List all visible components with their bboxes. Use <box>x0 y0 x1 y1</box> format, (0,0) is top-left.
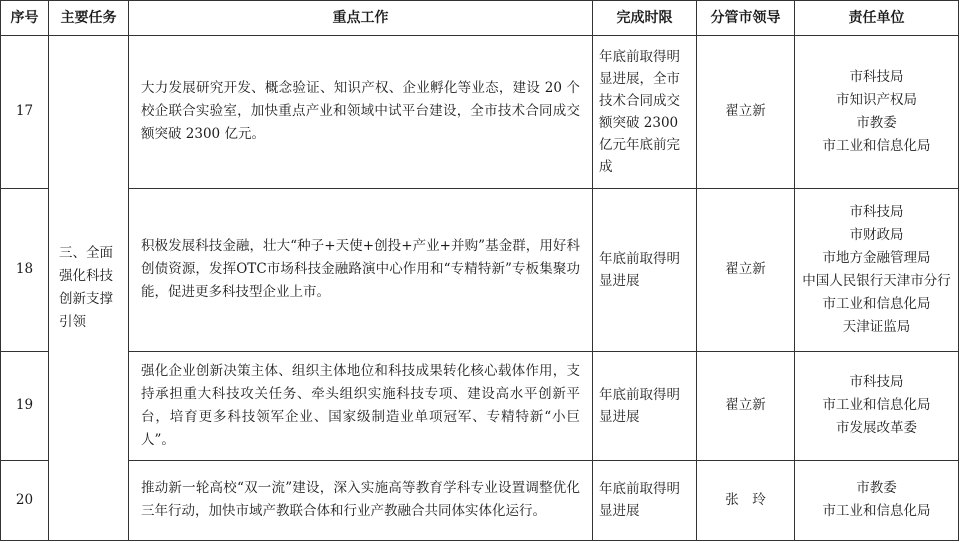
unit: 市发展改革委 <box>836 420 917 437</box>
responsible-units <box>795 460 959 540</box>
row-number: 17 <box>1 36 49 189</box>
header-deadline: 完成时限 <box>593 1 697 36</box>
responsible-units <box>795 36 959 189</box>
deadline: 年底前取得明显进展 <box>593 188 697 352</box>
unit: 中国人民银行天津市分行 <box>802 272 951 289</box>
unit: 市科技局 <box>849 374 904 391</box>
deadline: 年底前取得明显进展 <box>593 460 697 540</box>
header-leader: 分管市领导 <box>697 1 795 36</box>
header-work: 重点工作 <box>129 1 593 36</box>
deadline: 年底前取得明显进展，全市技术合同成交额突破 2300 亿元年底前完成 <box>593 36 697 189</box>
table-row <box>1 188 959 352</box>
key-work: 积极发展科技金融，壮大“种子+天使+创投+产业+并购”基金群，用好科创债资源，发挥OTC市场科技金融路演中心作用和“专精特新”专板集聚功能，促进更多科技型企业上市。 <box>129 188 593 352</box>
unit: 市科技局 <box>849 68 904 85</box>
table-row <box>1 460 959 540</box>
unit: 市工业和信息化局 <box>822 397 931 414</box>
unit: 市工业和信息化局 <box>822 295 931 312</box>
responsible-units <box>795 352 959 460</box>
unit: 市财政局 <box>849 226 904 243</box>
unit: 市工业和信息化局 <box>822 137 931 154</box>
deadline: 年底前取得明显进展 <box>593 352 697 460</box>
unit: 市知识产权局 <box>836 91 917 108</box>
leader: 翟立新 <box>697 36 795 189</box>
key-work: 推动新一轮高校“双一流”建设，深入实施高等教育学科专业设置调整优化三年行动，加快市域产教联合体和行业产教融合共同体实体化运行。 <box>129 460 593 540</box>
header-row <box>1 1 959 36</box>
leader: 张 玲 <box>697 460 795 540</box>
header-units: 责任单位 <box>795 1 959 36</box>
responsible-units <box>795 188 959 352</box>
unit: 天津证监局 <box>842 318 911 335</box>
unit: 市科技局 <box>849 203 904 220</box>
main-task: 三、全面强化科技创新支撑引领 <box>49 36 129 541</box>
row-number: 18 <box>1 188 49 352</box>
table-row <box>1 352 959 460</box>
unit: 市地方金融管理局 <box>822 249 931 266</box>
unit: 市教委 <box>856 480 897 497</box>
leader: 翟立新 <box>697 188 795 352</box>
leader: 翟立新 <box>697 352 795 460</box>
header-task: 主要任务 <box>49 1 129 36</box>
row-number: 20 <box>1 460 49 540</box>
unit: 市工业和信息化局 <box>822 503 931 520</box>
unit: 市教委 <box>856 114 897 131</box>
row-number: 19 <box>1 352 49 460</box>
key-work: 强化企业创新决策主体、组织主体地位和科技成果转化核心载体作用，支持承担重大科技攻关任务、牵头组织实施科技专项、建设高水平创新平台，培育更多科技领军企业、国家级制造业单项冠军、专精特新“小巨人”。 <box>129 352 593 460</box>
header-no: 序号 <box>1 1 49 36</box>
key-work: 大力发展研究开发、概念验证、知识产权、企业孵化等业态，建设 20 个校企联合实验室，加快重点产业和领域中试平台建设，全市技术合同成交额突破 2300 亿元。 <box>129 36 593 189</box>
table-row <box>1 36 959 189</box>
